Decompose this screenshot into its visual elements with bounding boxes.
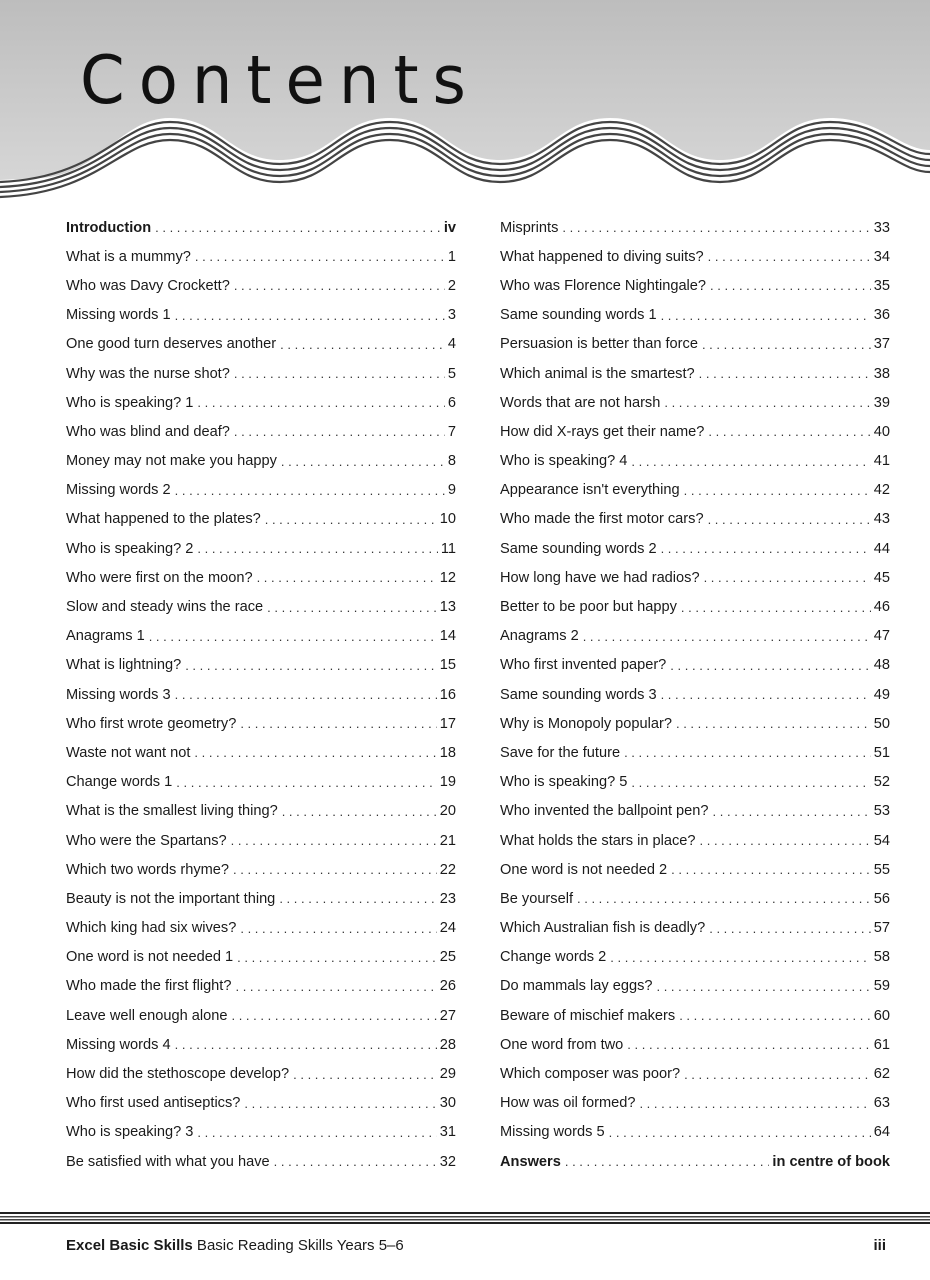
toc-entry-title: How was oil formed? <box>500 1095 636 1112</box>
toc-entry <box>500 943 890 972</box>
toc-entry-title: Who first wrote geometry? <box>66 715 237 732</box>
toc-entry-title: Change words 1 <box>66 774 173 791</box>
toc-entry-page: 43 <box>873 511 890 528</box>
toc-leader-dots <box>244 1096 436 1111</box>
toc-entry <box>66 943 456 972</box>
toc-entry <box>500 359 890 388</box>
toc-entry-title: Beauty is not the important thing <box>66 890 276 907</box>
toc-entry-page: 29 <box>439 1066 456 1083</box>
toc-entry-title: Missing words 2 <box>66 482 171 499</box>
toc-entry <box>66 447 456 476</box>
toc-entry <box>66 592 456 621</box>
toc-entry <box>500 242 890 271</box>
toc-leader-dots <box>267 600 437 615</box>
toc-entry-title: Missing words 5 <box>500 1124 605 1141</box>
toc-entry-title: Beware of mischief makers <box>500 1007 676 1024</box>
toc-leader-dots <box>197 541 437 556</box>
toc-leader-dots <box>670 658 870 673</box>
toc-entry-title: Who was Davy Crockett? <box>66 277 230 294</box>
toc-entry <box>66 563 456 592</box>
toc-entry <box>500 330 890 359</box>
toc-entry <box>66 417 456 446</box>
toc-entry <box>66 826 456 855</box>
toc-entry-page: 5 <box>447 365 456 382</box>
toc-leader-dots <box>194 745 436 760</box>
toc-entry <box>500 680 890 709</box>
toc-leader-dots <box>709 921 871 936</box>
toc-entry-page: 10 <box>439 511 456 528</box>
toc-entry-page: 61 <box>873 1036 890 1053</box>
toc-entry-page: 23 <box>439 890 456 907</box>
toc-entry <box>500 651 890 680</box>
toc-leader-dots <box>279 891 436 906</box>
toc-entry-title: Who is speaking? 1 <box>66 394 194 411</box>
toc-entry <box>66 1059 456 1088</box>
toc-entry <box>66 622 456 651</box>
toc-entry <box>66 476 456 505</box>
toc-entry-title: Appearance isn't everything <box>500 482 680 499</box>
toc-entry-title: Do mammals lay eggs? <box>500 978 653 995</box>
toc-entry-title: Missing words 1 <box>66 307 171 324</box>
toc-entry-title: Who invented the ballpoint pen? <box>500 803 709 820</box>
toc-leader-dots <box>583 629 871 644</box>
toc-entry-page: 58 <box>873 949 890 966</box>
toc-entry-title: Same sounding words 1 <box>500 307 657 324</box>
toc-entry-page: 3 <box>447 307 456 324</box>
toc-entry-title: Who were first on the moon? <box>66 569 253 586</box>
toc-entry <box>66 213 456 242</box>
toc-entry <box>500 1059 890 1088</box>
toc-entry-page: 56 <box>873 890 890 907</box>
toc-leader-dots <box>176 775 436 790</box>
toc-leader-dots <box>577 891 871 906</box>
toc-entry-page: 4 <box>447 336 456 353</box>
toc-leader-dots <box>631 454 870 469</box>
toc-entry <box>66 1030 456 1059</box>
toc-leader-dots <box>175 483 445 498</box>
toc-leader-dots <box>565 1154 770 1169</box>
toc-leader-dots <box>234 424 445 439</box>
footer-brand: Excel Basic Skills <box>66 1237 193 1254</box>
toc-entry-page: 62 <box>873 1066 890 1083</box>
toc-entry-page: 45 <box>873 569 890 586</box>
toc-leader-dots <box>704 570 871 585</box>
toc-entry-title: What is the smallest living thing? <box>66 803 278 820</box>
toc-entry-page: 36 <box>873 307 890 324</box>
toc-entry-page: 59 <box>873 978 890 995</box>
toc-leader-dots <box>671 862 871 877</box>
toc-entry <box>66 768 456 797</box>
toc-entry-title: One word is not needed 2 <box>500 861 668 878</box>
toc-entry-page: 46 <box>873 599 890 616</box>
toc-entry-title: Anagrams 2 <box>500 628 579 645</box>
toc-entry <box>66 534 456 563</box>
toc-entry-page: 37 <box>873 336 890 353</box>
toc-entry <box>66 680 456 709</box>
toc-entry-title: Which animal is the smartest? <box>500 365 695 382</box>
toc-leader-dots <box>175 308 445 323</box>
toc-leader-dots <box>661 308 871 323</box>
toc-entry <box>66 651 456 680</box>
toc-entry-page: 33 <box>873 219 890 236</box>
header-banner <box>0 0 930 200</box>
toc-entry <box>500 1030 890 1059</box>
toc-leader-dots <box>681 600 871 615</box>
toc-entry-page: 12 <box>439 569 456 586</box>
toc-entry-page: 63 <box>873 1095 890 1112</box>
toc-entry <box>66 709 456 738</box>
toc-entry-page: 54 <box>873 832 890 849</box>
toc-leader-dots <box>702 337 871 352</box>
toc-entry-page: 2 <box>447 277 456 294</box>
toc-leader-dots <box>713 804 871 819</box>
toc-leader-dots <box>624 745 871 760</box>
toc-entry-title: Save for the future <box>500 744 621 761</box>
toc-entry-page: 42 <box>873 482 890 499</box>
toc-leader-dots <box>562 220 870 235</box>
toc-leader-dots <box>231 833 437 848</box>
toc-leader-dots <box>257 570 437 585</box>
toc-entry-page: 57 <box>873 920 890 937</box>
toc-entry-page: 41 <box>873 453 890 470</box>
toc-entry-page: 35 <box>873 277 890 294</box>
toc-entry-title: Who made the first flight? <box>66 978 232 995</box>
toc-entry-title: Be yourself <box>500 890 574 907</box>
toc-entry-page: 40 <box>873 423 890 440</box>
toc-leader-dots <box>639 1096 870 1111</box>
toc-leader-dots <box>231 1008 436 1023</box>
toc-entry-title: Slow and steady wins the race <box>66 599 264 616</box>
toc-entry-title: Words that are not harsh <box>500 394 661 411</box>
toc-entry <box>500 768 890 797</box>
toc-entry <box>500 1118 890 1147</box>
toc-entry <box>66 884 456 913</box>
toc-leader-dots <box>708 512 871 527</box>
toc-entry-title: Waste not want not <box>66 744 191 761</box>
toc-entry <box>500 914 890 943</box>
toc-entry-title: Who made the first motor cars? <box>500 511 704 528</box>
toc-entry-page: 50 <box>873 715 890 732</box>
toc-entry <box>66 388 456 417</box>
toc-leader-dots <box>155 220 441 235</box>
toc-entry-page: 1 <box>447 248 456 265</box>
toc-entry-title: Why was the nurse shot? <box>66 365 230 382</box>
toc-entry-title: Better to be poor but happy <box>500 599 677 616</box>
toc-leader-dots <box>281 454 445 469</box>
toc-entry <box>500 884 890 913</box>
toc-entry-title: Who was Florence Nightingale? <box>500 277 707 294</box>
footer-book-title <box>66 1237 404 1254</box>
toc-entry-page: 26 <box>439 978 456 995</box>
toc-entry-page: 55 <box>873 861 890 878</box>
toc-leader-dots <box>233 862 437 877</box>
toc-entry <box>66 914 456 943</box>
toc-entry <box>500 534 890 563</box>
toc-leader-dots <box>293 1067 437 1082</box>
toc-leader-dots <box>684 1067 871 1082</box>
toc-entry-page: 47 <box>873 628 890 645</box>
toc-entry <box>500 1089 890 1118</box>
toc-entry-title: Why is Monopoly popular? <box>500 715 672 732</box>
toc-entry <box>66 359 456 388</box>
toc-entry-page: 28 <box>439 1036 456 1053</box>
toc-entry-page: 20 <box>439 803 456 820</box>
toc-leader-dots <box>265 512 437 527</box>
toc-entry <box>500 709 890 738</box>
toc-leader-dots <box>710 278 871 293</box>
toc-entry <box>66 972 456 1001</box>
toc-entry-page: 44 <box>873 540 890 557</box>
toc-entry-title: Money may not make you happy <box>66 453 277 470</box>
toc-leader-dots <box>195 249 445 264</box>
toc-entry-page: 13 <box>439 599 456 616</box>
toc-entry <box>66 505 456 534</box>
toc-entry-title: How did X-rays get their name? <box>500 423 705 440</box>
toc-entry <box>66 242 456 271</box>
toc-entry-title: Missing words 3 <box>66 686 171 703</box>
toc-leader-dots <box>609 1125 871 1140</box>
toc-entry <box>500 447 890 476</box>
toc-entry-title: Who is speaking? 4 <box>500 453 628 470</box>
toc-leader-dots <box>234 366 445 381</box>
toc-entry <box>500 505 890 534</box>
page-title: Contents <box>80 42 480 120</box>
toc-entry <box>500 826 890 855</box>
toc-leader-dots <box>708 424 870 439</box>
toc-entry-title: Leave well enough alone <box>66 1007 228 1024</box>
toc-entry-page: 16 <box>439 686 456 703</box>
toc-entry-page: 22 <box>439 861 456 878</box>
toc-entry-title: Persuasion is better than force <box>500 336 698 353</box>
toc-right-column <box>500 213 890 1176</box>
toc-leader-dots <box>185 658 437 673</box>
toc-entry-page: 19 <box>439 774 456 791</box>
toc-entry <box>500 622 890 651</box>
toc-entry <box>66 855 456 884</box>
toc-leader-dots <box>664 395 870 410</box>
toc-entry <box>66 1001 456 1030</box>
toc-leader-dots <box>235 979 436 994</box>
toc-entry-page: 32 <box>439 1153 456 1170</box>
toc-leader-dots <box>197 1125 436 1140</box>
toc-entry-title: What holds the stars in place? <box>500 832 696 849</box>
toc-entry-page: 60 <box>873 1007 890 1024</box>
toc-entry-title: Who is speaking? 3 <box>66 1124 194 1141</box>
toc-entry-page: 27 <box>439 1007 456 1024</box>
toc-entry-title: Which two words rhyme? <box>66 861 230 878</box>
toc-entry-title: Which Australian fish is deadly? <box>500 920 706 937</box>
toc-leader-dots <box>175 687 437 702</box>
toc-entry-page: 53 <box>873 803 890 820</box>
toc-entry <box>500 476 890 505</box>
toc-entry <box>500 1001 890 1030</box>
toc-leader-dots <box>676 716 871 731</box>
toc-entry-page: 51 <box>873 744 890 761</box>
toc-entry-page: 11 <box>440 540 456 557</box>
toc-leader-dots <box>679 1008 871 1023</box>
toc-entry-title: How long have we had radios? <box>500 569 700 586</box>
toc-entry-title: Same sounding words 2 <box>500 540 657 557</box>
toc-entry <box>66 301 456 330</box>
toc-entry <box>66 330 456 359</box>
toc-entry-title: What happened to the plates? <box>66 511 261 528</box>
toc-entry-title: Which composer was poor? <box>500 1066 681 1083</box>
toc-entry <box>66 1118 456 1147</box>
footer-subtitle: Basic Reading Skills Years 5–6 <box>192 1237 404 1254</box>
toc-entry-title: Missing words 4 <box>66 1036 171 1053</box>
toc-leader-dots <box>240 921 436 936</box>
toc-entry <box>66 1147 456 1176</box>
toc-leader-dots <box>197 395 445 410</box>
toc-entry-title: Introduction <box>66 219 152 236</box>
toc-leader-dots <box>708 249 871 264</box>
toc-entry-page: 17 <box>439 715 456 732</box>
toc-entry-page: 21 <box>439 832 456 849</box>
toc-entry <box>500 301 890 330</box>
toc-entry-title: Which king had six wives? <box>66 920 237 937</box>
toc-leader-dots <box>661 541 871 556</box>
toc-entry-title: Who first invented paper? <box>500 657 667 674</box>
toc-leader-dots <box>699 366 871 381</box>
toc-entry-page: 24 <box>439 920 456 937</box>
toc-leader-dots <box>282 804 437 819</box>
toc-entry-page: 7 <box>447 423 456 440</box>
toc-entry <box>66 738 456 767</box>
toc-entry-title: One word is not needed 1 <box>66 949 234 966</box>
toc-leader-dots <box>234 278 445 293</box>
toc-leader-dots <box>631 775 870 790</box>
toc-entry-title: What happened to diving suits? <box>500 248 704 265</box>
toc-entry-title: Who were the Spartans? <box>66 832 227 849</box>
toc-leader-dots <box>237 950 437 965</box>
toc-entry-page: 15 <box>439 657 456 674</box>
toc-entry-page: 31 <box>439 1124 456 1141</box>
toc-entry-title: Misprints <box>500 219 559 236</box>
toc-entry-page: in centre of book <box>772 1153 890 1170</box>
toc-entry-title: What is lightning? <box>66 657 182 674</box>
toc-leader-dots <box>175 1037 437 1052</box>
toc-entry <box>500 855 890 884</box>
toc-leader-dots <box>149 629 437 644</box>
toc-entry-title: How did the stethoscope develop? <box>66 1066 290 1083</box>
toc-entry-title: Anagrams 1 <box>66 628 145 645</box>
toc-entry-title: Who is speaking? 2 <box>66 540 194 557</box>
toc-leader-dots <box>684 483 871 498</box>
toc-entry-title: One good turn deserves another <box>66 336 277 353</box>
toc-entry-title: Answers <box>500 1153 561 1170</box>
toc-entry-page: iv <box>443 219 456 236</box>
toc-entry-page: 39 <box>873 394 890 411</box>
toc-entry-title: Change words 2 <box>500 949 607 966</box>
toc-entry-title: One word from two <box>500 1036 624 1053</box>
toc-leader-dots <box>661 687 871 702</box>
toc-entry-page: 49 <box>873 686 890 703</box>
toc-entry <box>500 271 890 300</box>
toc-entry <box>500 417 890 446</box>
toc-entry-page: 34 <box>873 248 890 265</box>
toc-entry-page: 64 <box>873 1124 890 1141</box>
toc-entry-page: 30 <box>439 1095 456 1112</box>
toc-entry-title: Who was blind and deaf? <box>66 423 230 440</box>
toc-entry-title: Same sounding words 3 <box>500 686 657 703</box>
toc-entry <box>66 797 456 826</box>
toc-entry <box>500 1147 890 1176</box>
toc-entry-page: 52 <box>873 774 890 791</box>
toc-entry <box>500 738 890 767</box>
toc-entry <box>500 213 890 242</box>
toc-entry-page: 38 <box>873 365 890 382</box>
toc-entry-page: 48 <box>873 657 890 674</box>
toc-entry-title: What is a mummy? <box>66 248 191 265</box>
toc-leader-dots <box>700 833 871 848</box>
toc-left-column <box>66 213 456 1176</box>
toc-entry <box>500 388 890 417</box>
toc-entry-page: 25 <box>439 949 456 966</box>
footer-page-number: iii <box>873 1237 886 1254</box>
toc-entry-page: 8 <box>447 453 456 470</box>
toc-entry <box>500 797 890 826</box>
toc-leader-dots <box>627 1037 870 1052</box>
toc-leader-dots <box>656 979 870 994</box>
toc-entry-page: 14 <box>439 628 456 645</box>
toc-entry <box>66 271 456 300</box>
toc-leader-dots <box>274 1154 437 1169</box>
toc-leader-dots <box>240 716 436 731</box>
toc-entry-title: Be satisfied with what you have <box>66 1153 270 1170</box>
footer-rule <box>0 1212 930 1226</box>
toc-entry-page: 6 <box>447 394 456 411</box>
toc-entry <box>66 1089 456 1118</box>
toc-entry-page: 9 <box>447 482 456 499</box>
toc-entry <box>500 563 890 592</box>
toc-entry-title: Who first used antiseptics? <box>66 1095 241 1112</box>
toc-leader-dots <box>280 337 445 352</box>
toc-entry-page: 18 <box>439 744 456 761</box>
toc-leader-dots <box>610 950 870 965</box>
toc-entry-title: Who is speaking? 5 <box>500 774 628 791</box>
toc-entry <box>500 972 890 1001</box>
toc-entry <box>500 592 890 621</box>
